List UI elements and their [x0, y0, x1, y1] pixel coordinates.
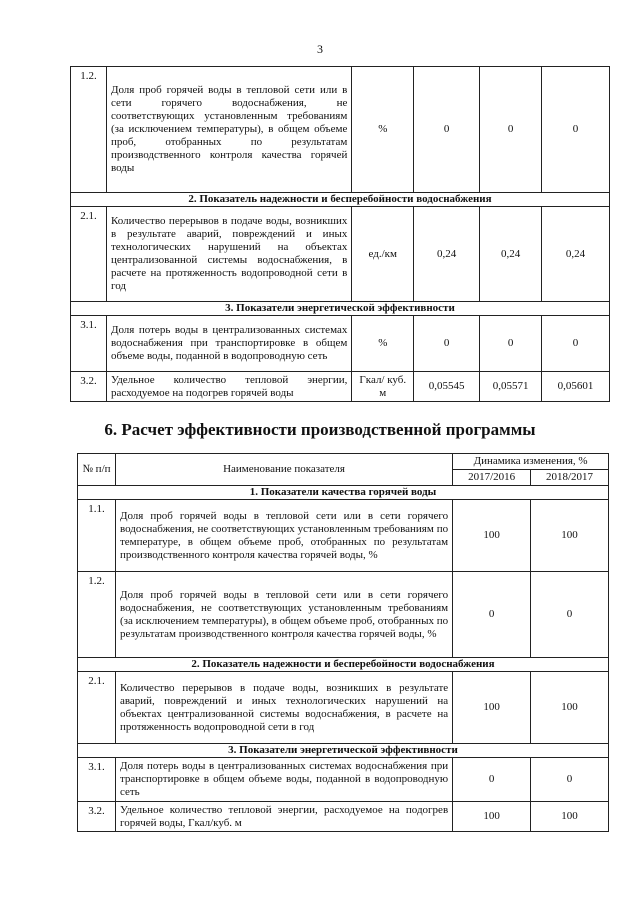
section-title: 2. Показатель надежности и бесперебойности водоснабжения [71, 193, 610, 207]
value-cell: 0 [453, 758, 531, 802]
table-row [71, 207, 610, 302]
value-cell: 0 [542, 67, 610, 193]
section-title: 3. Показатели энергетической эффективности [71, 302, 610, 316]
table-row [78, 572, 609, 658]
value-cell: 0 [531, 572, 609, 658]
value-cell: 100 [453, 802, 531, 832]
value-cell: 0 [480, 316, 542, 372]
indicators-table [70, 66, 610, 402]
value-cell: 0,05601 [542, 372, 610, 402]
indicator-name: Доля потерь воды в централизованных системах водоснабжения при транспортировке в общем объеме воды, поданной в водопроводную сеть [106, 316, 351, 372]
column-header-dynamics: Динамика изменения, % [453, 454, 609, 470]
value-cell: 0,05545 [414, 372, 480, 402]
value-cell: 0 [414, 67, 480, 193]
value-cell: 0,24 [414, 207, 480, 302]
value-cell: 0 [531, 758, 609, 802]
column-header-name: Наименование показателя [115, 454, 452, 486]
row-number: 3.2. [78, 802, 116, 832]
value-cell: 0 [480, 67, 542, 193]
table-row [71, 372, 610, 402]
row-number: 3.1. [71, 316, 107, 372]
column-header-number: № п/п [78, 454, 116, 486]
page-number: 3 [317, 42, 323, 56]
table-row [71, 316, 610, 372]
indicator-name: Доля проб горячей воды в тепловой сети или в сети горячего водоснабжения, не соответствующих установленным требованиям (за исключением температуры), в общем объеме проб, отобранных по результатам производственного контроля качества горячей воды, % [115, 572, 452, 658]
value-cell: 100 [531, 672, 609, 744]
table-row [78, 672, 609, 744]
indicator-name: Удельное количество тепловой энергии, расходуемое на подогрев горячей воды, Гкал/куб. м [115, 802, 452, 832]
value-cell: 0,24 [480, 207, 542, 302]
indicator-name: Удельное количество тепловой энергии, расходуемое на подогрев горячей воды [106, 372, 351, 402]
section-row [71, 302, 610, 316]
section-row [78, 744, 609, 758]
table-row [78, 758, 609, 802]
section-row [78, 658, 609, 672]
unit: % [352, 67, 414, 193]
table-row [78, 802, 609, 832]
row-number: 3.2. [71, 372, 107, 402]
indicator-name: Доля потерь воды в централизованных системах водоснабжения при транспортировке в общем объеме воды, поданной в водопроводную сеть [115, 758, 452, 802]
value-cell: 0 [414, 316, 480, 372]
row-number: 1.2. [71, 67, 107, 193]
column-header-year: 2018/2017 [531, 470, 609, 486]
section-heading: 6. Расчет эффективности производственной программы [104, 420, 536, 439]
value-cell: 0 [453, 572, 531, 658]
section-title: 2. Показатель надежности и бесперебойности водоснабжения [78, 658, 609, 672]
unit: ед./км [352, 207, 414, 302]
table-row [78, 500, 609, 572]
row-number: 2.1. [78, 672, 116, 744]
indicator-name: Количество перерывов в подаче воды, возникших в результате аварий, повреждений и иных технологических нарушений на объектах централизованной системы водоснабжения, в расчете на протяженность водопроводной сети в год [106, 207, 351, 302]
value-cell: 100 [453, 500, 531, 572]
efficiency-table [77, 453, 609, 832]
value-cell: 0,24 [542, 207, 610, 302]
indicator-name: Количество перерывов в подаче воды, возникших в результате аварий, повреждений и иных технологических нарушений на объектах централизованной системы водоснабжения, в расчете на протяженность водопроводной сети в год [115, 672, 452, 744]
section-title: 1. Показатели качества горячей воды [78, 486, 609, 500]
value-cell: 0 [542, 316, 610, 372]
value-cell: 0,05571 [480, 372, 542, 402]
column-header-year: 2017/2016 [453, 470, 531, 486]
row-number: 3.1. [78, 758, 116, 802]
unit: Гкал/ куб. м [352, 372, 414, 402]
table-row [71, 67, 610, 193]
section-row [78, 486, 609, 500]
row-number: 1.1. [78, 500, 116, 572]
value-cell: 100 [531, 500, 609, 572]
header-row [78, 454, 609, 470]
row-number: 2.1. [71, 207, 107, 302]
row-number: 1.2. [78, 572, 116, 658]
section-title: 3. Показатели энергетической эффективности [78, 744, 609, 758]
indicator-name: Доля проб горячей воды в тепловой сети или в сети горячего водоснабжения, не соответствующих установленным требованиям по температуре, в общем объеме проб, отобранных по результатам производственного контроля качества горячей воды, % [115, 500, 452, 572]
indicator-name: Доля проб горячей воды в тепловой сети или в сети горячего водоснабжения, не соответствующих установленным требованиям (за исключением температуры), в общем объеме проб, отобранных по результатам производственного контроля качества горячей воды [106, 67, 351, 193]
unit: % [352, 316, 414, 372]
value-cell: 100 [531, 802, 609, 832]
section-row [71, 193, 610, 207]
value-cell: 100 [453, 672, 531, 744]
